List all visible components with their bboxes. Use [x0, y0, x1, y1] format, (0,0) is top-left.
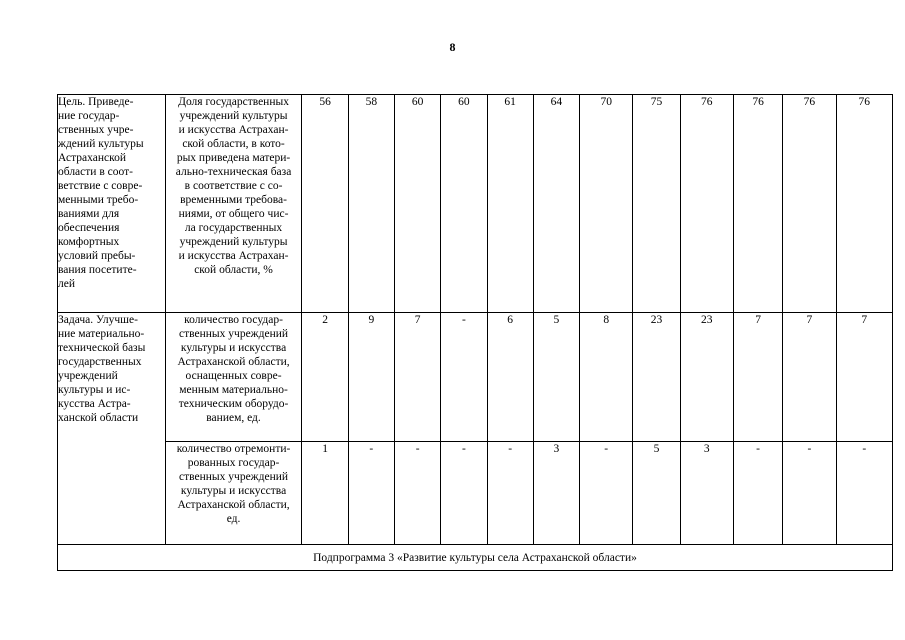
value-cell: 76	[783, 95, 836, 313]
value-cell: 2	[302, 313, 348, 442]
value-cell: 75	[633, 95, 680, 313]
value-cell: 56	[302, 95, 348, 313]
value-cell: 76	[836, 95, 892, 313]
value-cell: 3	[533, 442, 579, 545]
value-cell: 60	[394, 95, 440, 313]
value-cell: -	[394, 442, 440, 545]
value-cell: 76	[680, 95, 733, 313]
value-cell: 5	[533, 313, 579, 442]
table-row	[58, 442, 893, 545]
value-cell: 7	[394, 313, 440, 442]
page-number: 8	[449, 40, 456, 54]
value-cell: 60	[441, 95, 487, 313]
indicator-description-cell: Доля государственных учреждений культуры и искусства Астрахан- ской области, в кото- рых приведена матери- ально-техническая база в соответствие с со- временными требова- ниями, от общего чис- ла государственных учреждений культуры и искусства Астрахан- ской области, %	[165, 95, 302, 313]
value-cell: 58	[348, 95, 394, 313]
value-cell: -	[441, 442, 487, 545]
value-cell: 5	[633, 442, 680, 545]
value-cell: -	[733, 442, 782, 545]
value-cell: -	[783, 442, 836, 545]
value-cell: 7	[733, 313, 782, 442]
value-cell: 23	[680, 313, 733, 442]
value-cell: 9	[348, 313, 394, 442]
indicator-description-cell: количество государ- ственных учреждений культуры и искусства Астраханской области, оснащенных совре- менным материально- техническим оборудо- ванием, ед.	[165, 313, 302, 442]
value-cell: 61	[487, 95, 533, 313]
value-cell: -	[348, 442, 394, 545]
indicator-description-cell: количество отремонти- рованных государ- ственных учреждений культуры и искусства Астраханской области, ед.	[165, 442, 302, 545]
value-cell: 7	[836, 313, 892, 442]
table-row	[58, 313, 893, 442]
indicators-table	[57, 94, 893, 571]
value-cell: -	[580, 442, 633, 545]
value-cell: -	[836, 442, 892, 545]
value-cell: 76	[733, 95, 782, 313]
subprogram-title: Подпрограмма 3 «Развитие культуры села Астраханской области»	[58, 545, 893, 571]
value-cell: 7	[783, 313, 836, 442]
value-cell: 64	[533, 95, 579, 313]
value-cell: 3	[680, 442, 733, 545]
value-cell: 23	[633, 313, 680, 442]
task-cell: Задача. Улучше- ние материально- технической базы государственных учреждений культуры и ис- кусства Астра- ханской области	[58, 313, 166, 545]
value-cell: 6	[487, 313, 533, 442]
value-cell: -	[441, 313, 487, 442]
table-row	[58, 95, 893, 313]
table-row	[58, 545, 893, 571]
value-cell: 1	[302, 442, 348, 545]
goal-cell: Цель. Приведе- ние государ- ственных учре- ждений культуры Астраханской области в соот- ветствие с совре- менными требо- ваниями для обеспечения комфортных условий пребы- вания посетите- лей	[58, 95, 166, 313]
value-cell: 70	[580, 95, 633, 313]
value-cell: -	[487, 442, 533, 545]
value-cell: 8	[580, 313, 633, 442]
